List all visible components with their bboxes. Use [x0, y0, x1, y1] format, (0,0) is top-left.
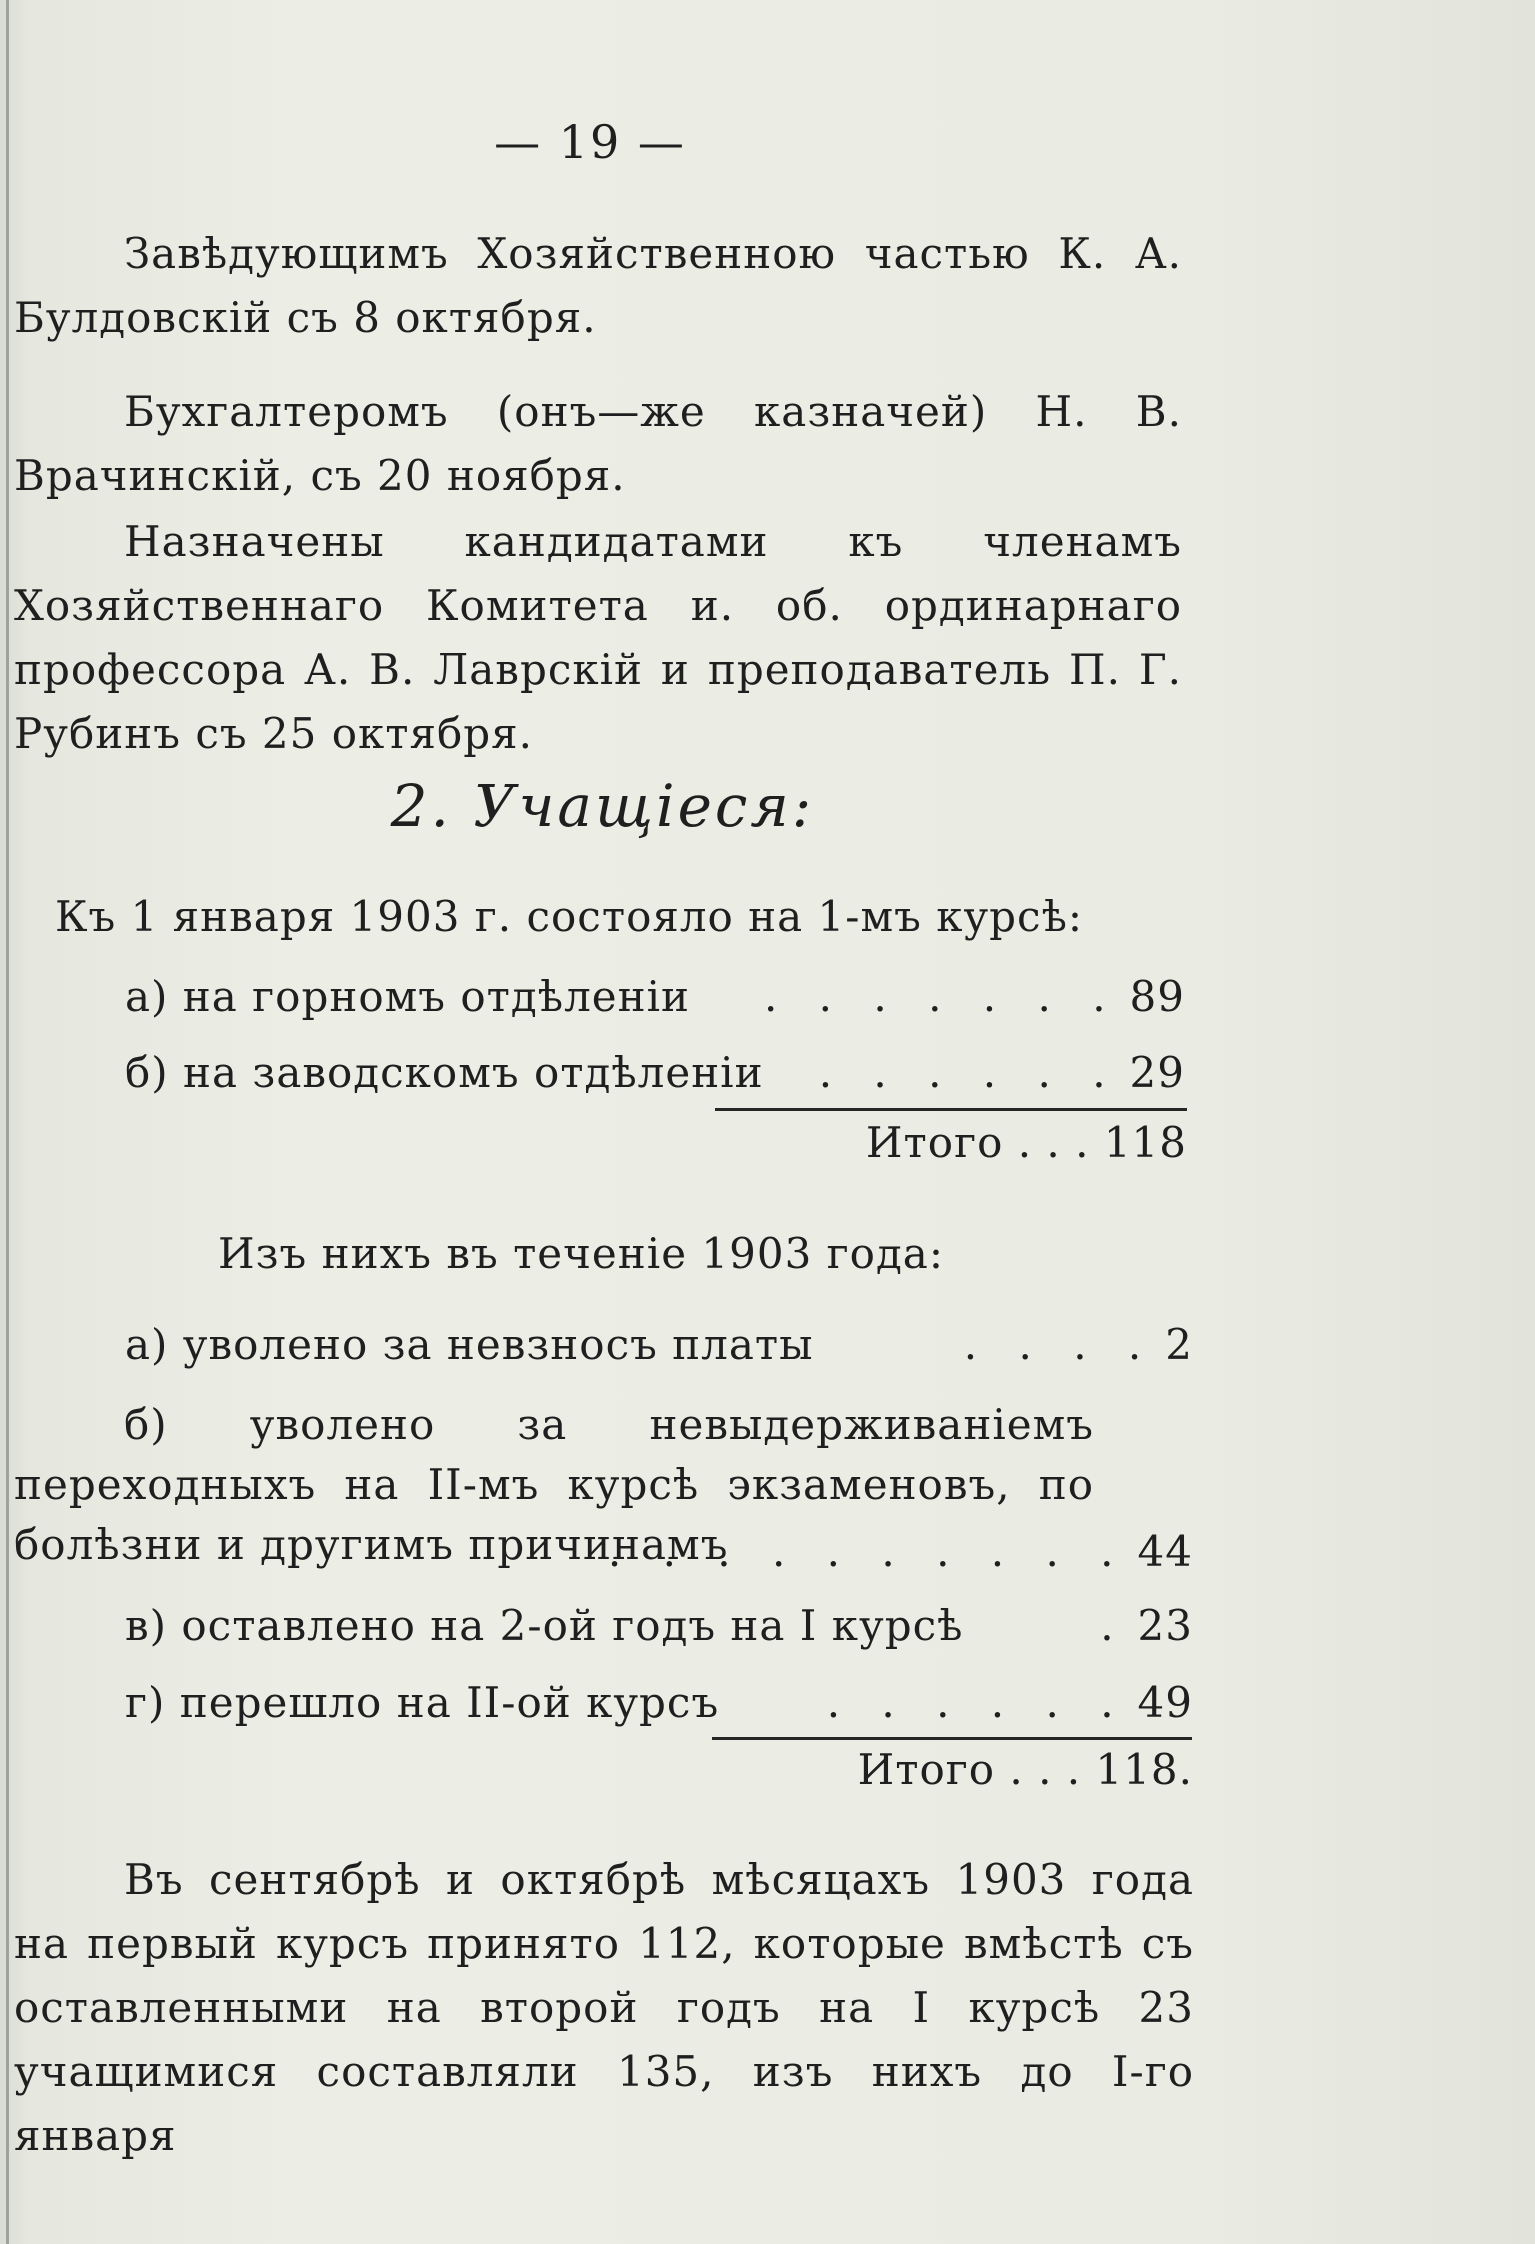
leader-dots: . . . . . . — [818, 1048, 1120, 1097]
paragraph-vrachinsky: Бухгалтеромъ (онъ—же казначей) Н. В. Врачинскій, съ 20 ноября. — [14, 387, 1182, 500]
outcomes-intro: Изъ нихъ въ теченіе 1903 года: — [218, 1229, 944, 1278]
row-label: а) уволено за невзносъ платы — [125, 1320, 814, 1369]
row-value: 44 — [1137, 1527, 1193, 1576]
enrollment-total — [700, 1118, 1187, 1167]
total-value: 118. — [1095, 1745, 1193, 1794]
outcome-row-c — [125, 1601, 1193, 1650]
total-label: Итого . . . — [865, 1118, 1090, 1167]
outcome-row-d — [125, 1678, 1193, 1727]
row-label: а) на горномъ отдѣленіи — [125, 972, 691, 1021]
row-value: 89 — [1129, 972, 1185, 1021]
leader-dots: . . . . . . . . . . — [607, 1527, 1128, 1576]
sum-rule — [715, 1108, 1187, 1111]
row-value: 2 — [1165, 1320, 1193, 1369]
row-label: в) оставлено на 2-ой годъ на I курсѣ — [125, 1601, 964, 1650]
paragraph-bulldovsky: Завѣдующимъ Хозяйственною частью К. А. Булдовскій съ 8 октября. — [14, 229, 1182, 342]
leader-dots: . . . . . . — [826, 1678, 1128, 1727]
section-heading: 2. Учащіеся: — [390, 772, 815, 840]
outcomes-total — [700, 1745, 1193, 1794]
outcome-b-text: б) уволено за невыдерживаніемъ переходныхъ на II-мъ курсѣ экзаменовъ, по болѣзни и другимъ причинамъ — [14, 1400, 1094, 1569]
row-value: 49 — [1137, 1678, 1193, 1727]
enrollment-row-mining — [125, 972, 1185, 1021]
page-number: — 19 — — [494, 115, 686, 169]
outcome-row-b — [560, 1527, 1193, 1576]
closing-paragraph: Въ сентябрѣ и октябрѣ мѣсяцахъ 1903 года на первый курсъ принято 112, которые вмѣстѣ съ оставленными на второй годъ на I курсѣ 23 учащимися составляли 135, изъ нихъ до I-го января — [14, 1855, 1194, 2160]
row-value: 23 — [1137, 1601, 1193, 1650]
sum-rule — [712, 1737, 1192, 1740]
paragraph-candidates: Назначены кандидатами къ членамъ Хозяйственнаго Комитета и. об. ординарнаго профессора А. В. Лаврскій и преподаватель П. Г. Рубинъ съ 25 октября. — [14, 517, 1182, 758]
row-value: 29 — [1129, 1048, 1185, 1097]
leader-dots: . . . . . . . — [763, 972, 1120, 1021]
row-label: б) на заводскомъ отдѣленіи — [125, 1048, 764, 1097]
leader-dots: . — [1100, 1601, 1128, 1650]
outcome-row-a — [125, 1320, 1193, 1369]
binding-edge — [6, 0, 9, 2244]
total-value: 118 — [1103, 1118, 1187, 1167]
total-label: Итого . . . — [857, 1745, 1082, 1794]
leader-dots: . . . . — [963, 1320, 1156, 1369]
enrollment-intro: Къ 1 января 1903 г. состояло на 1-мъ курсѣ: — [55, 892, 1084, 941]
enrollment-row-factory — [125, 1048, 1185, 1097]
row-label: г) перешло на II-ой курсъ — [125, 1678, 720, 1727]
